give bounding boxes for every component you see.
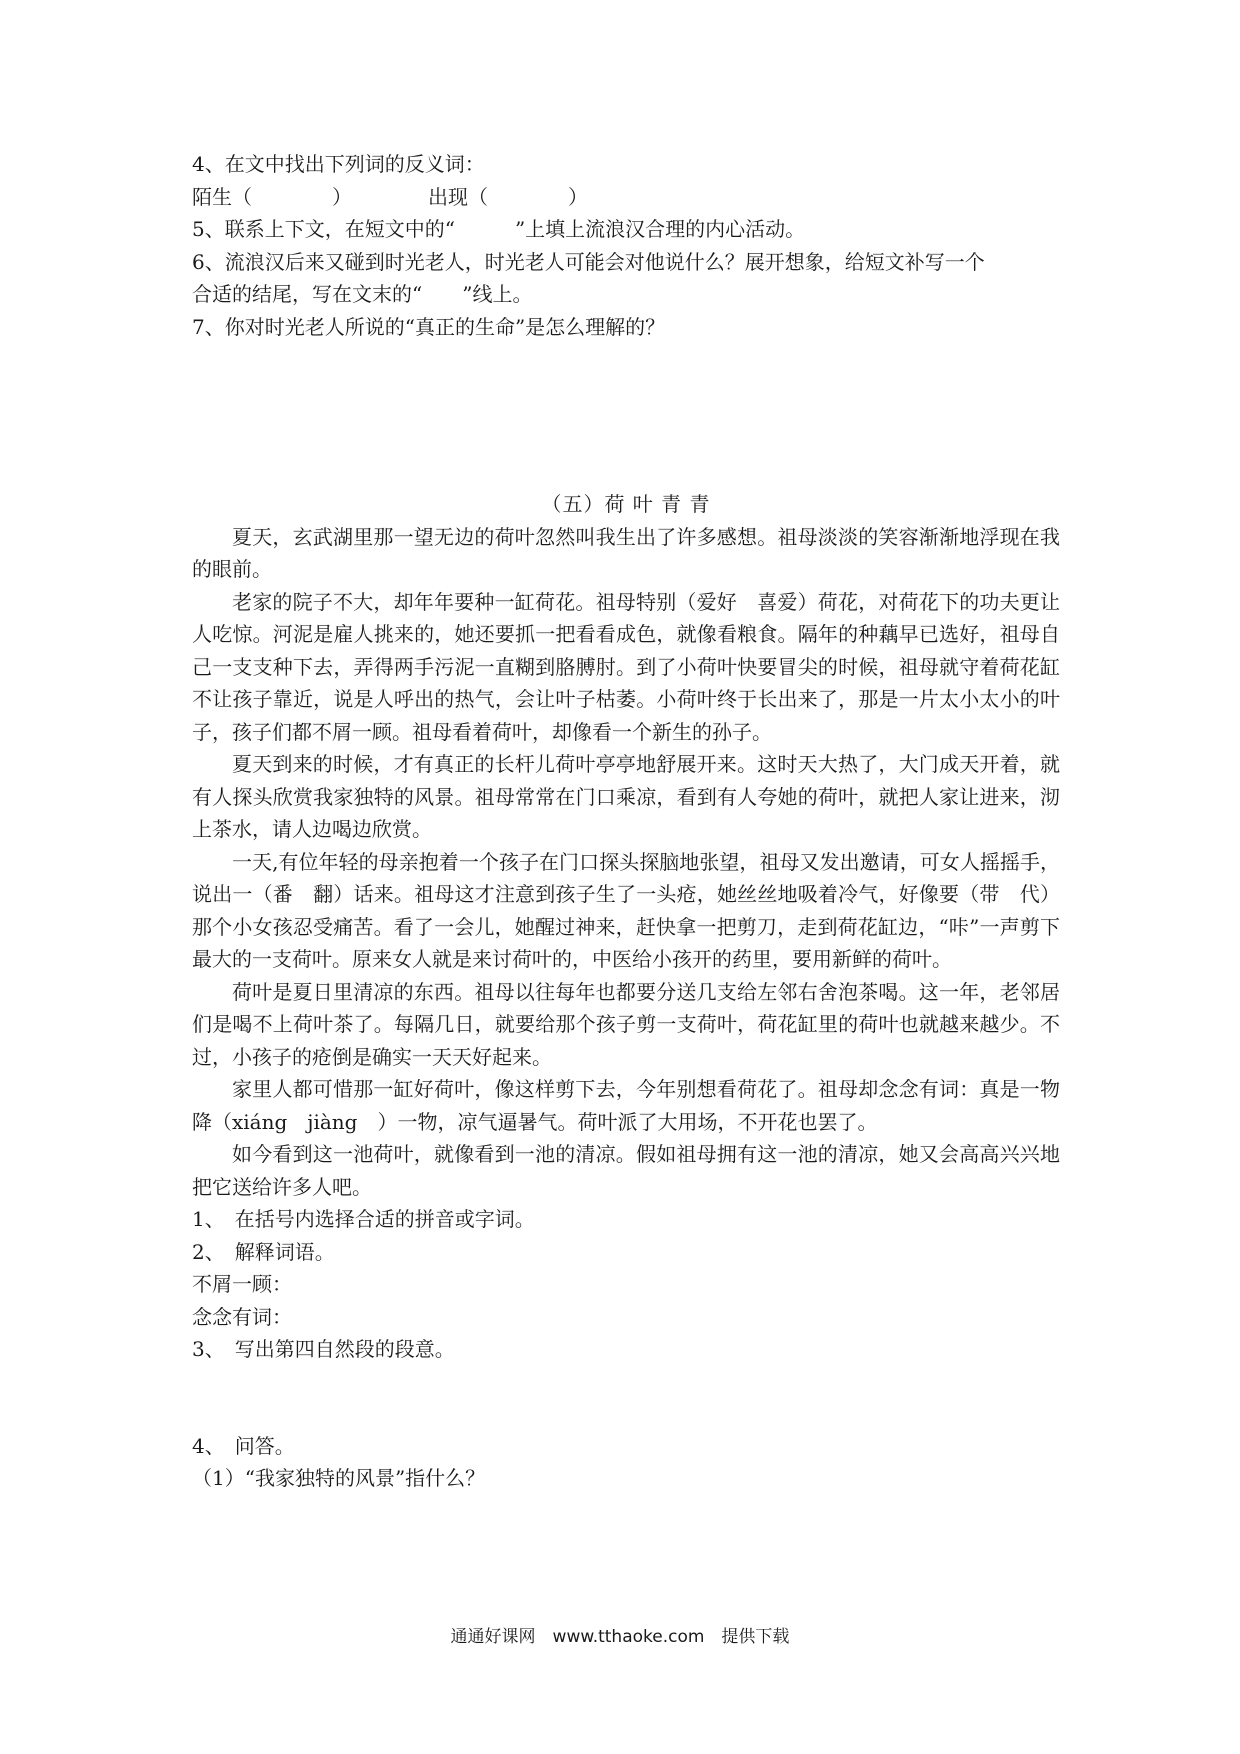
question-1: 1、 在括号内选择合适的拼音或字词。 [192,1207,535,1231]
article-paragraph-2: 老家的院子不大，却年年要种一缸荷花。祖母特别（爱好 喜爱）荷花，对荷花下的功夫更让人吃惊。河泥是雇人挑来的，她还要抓一把看看成色，就像看粮食。隔年的种藕早已选好，祖母自己一支支种下去，弄得两手污泥一直糊到胳膊肘。到了小荷叶快要冒尖的时候，祖母就守着荷花缸不让孩子靠近，说是人呼出的热气，会让叶子枯萎。小荷叶终于长出来了，那是一片太小太小的叶子，孩子们都不屑一顾。祖母看着荷叶，却像看一个新生的孙子。 [192,589,1060,744]
question-4-top: 4、在文中找出下列词的反义词： [192,152,485,176]
article-paragraph-4: 一天,有位年轻的母亲抱着一个孩子在门口探头探脑地张望，祖母又发出邀请，可女人摇摇手，说出一（番 翻）话来。祖母这才注意到孩子生了一头疮，她丝丝地吸着冷气，好像要（带 代）那个小女孩忍受痛苦。看了一会儿，她醒过神来，赶快拿一把剪刀，走到荷花缸边，“咔”一声剪下最大的一支荷叶。原来女人就是来讨荷叶的，中医给小孩开的药里，要用新鲜的荷叶。 [192,849,1060,971]
question-4: 4、 问答。 [192,1433,295,1458]
question-3: 3、 写出第四自然段的段意。 [192,1337,455,1361]
question-7-top: 7、你对时光老人所说的“真正的生命”是怎么理解的？ [192,314,666,339]
word-explain-1: 不屑一顾： [192,1272,292,1296]
document-content [192,148,1060,1495]
question-2: 2、 解释词语。 [192,1239,335,1264]
antonym-item-2: 出现（ ） [428,184,588,209]
question-6-top-line1: 6、流浪汉后来又碰到时光老人，时光老人可能会对他说什么？展开想象，给短文补写一个 [192,249,985,274]
word-explain-2: 念念有词： [192,1304,292,1329]
article-paragraph-6: 家里人都可惜那一缸好荷叶，像这样剪下去，今年别想看荷花了。祖母却念念有词：真是一物降（xiáng jiàng ）一物，凉气逼暑气。荷叶派了大用场，不开花也罢了。 [192,1077,1060,1134]
article-paragraph-5: 荷叶是夏日里清凉的东西。祖母以往每年也都要分送几支给左邻右舍泡茶喝。这一年，老邻居们是喝不上荷叶茶了。每隔几日，就要给那个孩子剪一支荷叶，荷花缸里的荷叶也就越来越少。不过，小孩子的疮倒是确实一天天好起来。 [192,979,1060,1069]
article-title: （五）荷 叶 青 青 [541,492,711,516]
page-footer: 通通好课网 www.tthaoke.com 提供下载 [450,1627,790,1647]
antonym-item-1: 陌生（ ） [192,184,352,209]
article-paragraph-3: 夏天到来的时候，才有真正的长杆儿荷叶亭亭地舒展开来。这时天大热了，大门成天开着，就有人探头欣赏我家独特的风景。祖母常常在门口乘凉，看到有人夸她的荷叶，就把人家让进来，沏上茶水，请人边喝边欣赏。 [192,752,1060,841]
spacer [192,343,1060,488]
question-6-top-line2: 合适的结尾，写在文末的“ ”线上。 [192,282,533,306]
article-paragraph-7: 如今看到这一池荷叶，就像看到一池的清凉。假如祖母拥有这一池的清凉，她又会高高兴兴地把它送给许多人吧。 [192,1142,1060,1199]
article-paragraph-1: 夏天，玄武湖里那一望无边的荷叶忽然叫我生出了许多感想。祖母淡淡的笑容渐渐地浮现在我的眼前。 [192,524,1060,581]
question-4-sub-1: （1）“我家独特的风景”指什么？ [192,1466,486,1490]
answer-space [192,1366,1060,1430]
question-5-top: 5、联系上下文，在短文中的“ ”上填上流浪汉合理的内心活动。 [192,217,806,241]
antonym-blanks [192,181,1060,214]
